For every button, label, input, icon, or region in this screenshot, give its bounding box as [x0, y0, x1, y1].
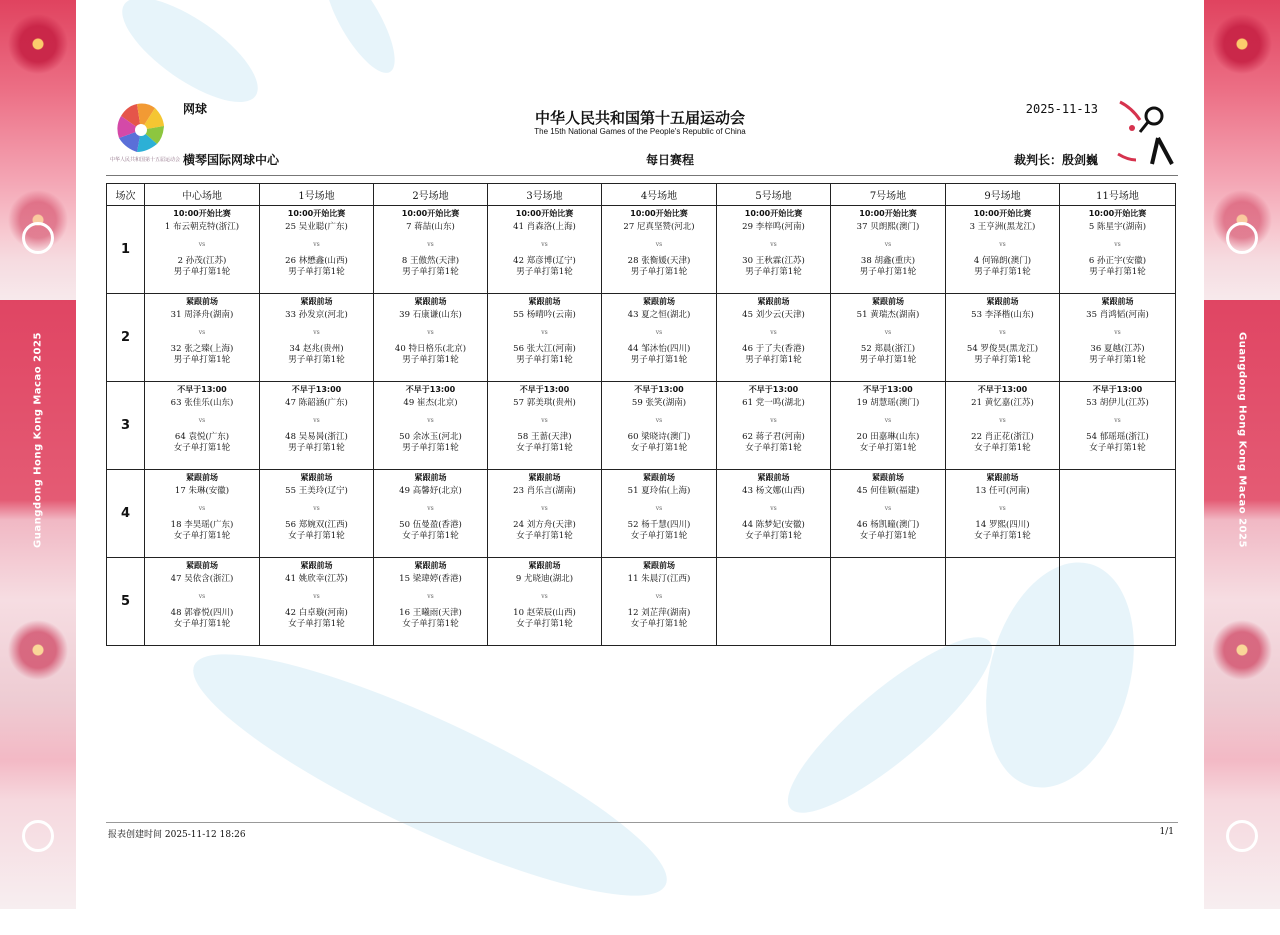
games-badge-icon [1222, 820, 1262, 880]
empty-cell [1060, 558, 1176, 646]
player-two: 64 袁悦(广东) [174, 432, 230, 442]
event-name: 男子单打第1轮 [1089, 267, 1146, 277]
event-name: 男子单打第1轮 [516, 355, 573, 365]
versus-label: vs [655, 329, 663, 336]
match-cell [1060, 206, 1176, 294]
versus-label: vs [1114, 241, 1121, 248]
games-title-cn: 中华人民共和国第十五届运动会 [534, 109, 745, 127]
match-cell [717, 470, 831, 558]
match-cell [602, 558, 717, 646]
column-header-court: 3号场地 [488, 184, 602, 206]
match-start-time: 不早于13:00 [977, 385, 1028, 394]
event-name: 女子单打第1轮 [630, 531, 688, 541]
match-cell [602, 470, 717, 558]
player-one: 49 高馨妤(北京) [399, 486, 462, 496]
games-title-en: The 15th National Games of the People's Republic of China [534, 127, 746, 136]
games-badge-icon [18, 222, 58, 282]
player-one: 47 吴依含(浙江) [170, 574, 234, 584]
match-start-time: 紧跟前场 [414, 297, 447, 306]
player-two: 54 郁瑶瑶(浙江) [1086, 432, 1149, 442]
match-start-time: 不早于13:00 [177, 385, 227, 394]
event-name: 女子单打第1轮 [974, 531, 1031, 541]
player-two: 58 王蔷(天津) [517, 432, 572, 442]
match-start-time: 不早于13:00 [748, 385, 799, 394]
versus-label: vs [541, 241, 548, 248]
player-two: 14 罗熙(四川) [975, 520, 1030, 530]
empty-cell [831, 558, 946, 646]
versus-label: vs [198, 593, 206, 600]
match-start-time: 紧跟前场 [186, 561, 218, 570]
versus-label: vs [884, 417, 892, 424]
event-name: 女子单打第1轮 [173, 443, 231, 453]
match-start-time: 紧跟前场 [757, 297, 790, 306]
event-name: 男子单打第1轮 [859, 267, 917, 277]
match-cell [831, 470, 946, 558]
match-start-time: 紧跟前场 [643, 561, 675, 570]
player-one: 9 尤晓迪(湖北) [515, 574, 574, 584]
empty-cell [1060, 470, 1176, 558]
player-one: 51 夏玲佑(上海) [627, 486, 691, 496]
event-name: 女子单打第1轮 [173, 531, 231, 541]
versus-label: vs [313, 593, 320, 600]
event-name: 男子单打第1轮 [630, 267, 688, 277]
player-two: 32 张之臻(上海) [170, 344, 234, 354]
player-two: 42 白卓璇(河南) [285, 608, 348, 618]
match-cell [1060, 382, 1176, 470]
event-name: 男子单打第1轮 [402, 355, 459, 365]
player-one: 29 李梓鸣(河南) [742, 222, 805, 232]
table-row [107, 558, 1176, 646]
column-header-court: 中心场地 [145, 184, 260, 206]
daily-schedule-table [106, 183, 1176, 646]
versus-label: vs [313, 241, 320, 248]
table-row [107, 206, 1176, 294]
player-one: 49 崔杰(北京) [403, 398, 458, 408]
versus-label: vs [655, 417, 663, 424]
event-name: 女子单打第1轮 [630, 619, 688, 629]
versus-label: vs [1114, 329, 1121, 336]
match-cell [488, 470, 602, 558]
table-row [107, 294, 1176, 382]
event-name: 女子单打第1轮 [516, 531, 573, 541]
match-start-time: 紧跟前场 [186, 297, 218, 306]
event-name: 男子单打第1轮 [745, 355, 802, 365]
versus-label: vs [427, 417, 434, 424]
player-one: 47 陈韶涵(广东) [285, 398, 348, 408]
match-cell [260, 558, 374, 646]
event-name: 男子单打第1轮 [974, 355, 1031, 365]
match-cell [831, 382, 946, 470]
versus-label: vs [427, 593, 434, 600]
footer-divider [106, 822, 1178, 823]
versus-label: vs [1114, 417, 1121, 424]
match-start-time: 紧跟前场 [414, 561, 447, 570]
side-slogan: Guangdong Hong Kong Macao 2025 [32, 332, 44, 548]
match-start-time: 10:00开始比赛 [630, 209, 688, 218]
match-start-time: 不早于13:00 [519, 385, 570, 394]
player-two: 50 伍曼盈(香港) [399, 520, 462, 530]
versus-label: vs [999, 417, 1006, 424]
match-start-time: 紧跟前场 [757, 473, 790, 482]
versus-label: vs [313, 505, 320, 512]
player-one: 27 尼真坚赞(河北) [623, 222, 695, 232]
match-cell [260, 294, 374, 382]
player-two: 24 刘方舟(天津) [513, 520, 576, 530]
games-badge-icon [18, 820, 58, 880]
player-one: 55 杨晴吟(云南) [513, 310, 576, 320]
player-two: 6 孙正宇(安徽) [1088, 256, 1147, 266]
player-one: 41 肖森洛(上海) [513, 222, 576, 232]
round-number: 4 [107, 470, 145, 558]
match-cell [488, 206, 602, 294]
match-start-time: 紧跟前场 [528, 297, 561, 306]
event-name: 男子单打第1轮 [288, 443, 345, 453]
player-two: 34 赵兆(贵州) [289, 344, 344, 354]
player-one: 17 朱琳(安徽) [174, 486, 230, 496]
player-one: 43 夏之恒(湖北) [627, 310, 691, 320]
event-name: 男子单打第1轮 [173, 267, 231, 277]
player-one: 59 张笑(湖南) [631, 398, 687, 408]
match-cell [602, 206, 717, 294]
player-two: 4 何锦朗(澳门) [973, 256, 1032, 266]
versus-label: vs [541, 329, 548, 336]
versus-label: vs [999, 241, 1006, 248]
player-one: 13 任可(河南) [975, 486, 1030, 496]
versus-label: vs [884, 241, 892, 248]
tennis-pictogram-icon [1114, 98, 1178, 170]
player-one: 35 肖鸿韬(河南) [1086, 310, 1149, 320]
round-number: 5 [107, 558, 145, 646]
match-cell [374, 382, 488, 470]
player-one: 39 石康谦(山东) [399, 310, 462, 320]
player-one: 31 周泽舟(湖南) [170, 310, 234, 320]
match-cell [145, 206, 260, 294]
match-start-time: 不早于13:00 [863, 385, 913, 394]
match-start-time: 10:00开始比赛 [287, 209, 346, 218]
match-cell [717, 206, 831, 294]
match-cell [260, 382, 374, 470]
versus-label: vs [198, 329, 206, 336]
match-cell [717, 382, 831, 470]
player-two: 62 蒋子君(河南) [742, 432, 805, 442]
versus-label: vs [770, 329, 777, 336]
column-header-court: 5号场地 [717, 184, 831, 206]
event-name: 女子单打第1轮 [516, 443, 573, 453]
header-divider [106, 175, 1178, 176]
player-two: 8 王傲然(天津) [401, 256, 460, 266]
player-one: 33 孙发京(河北) [285, 310, 348, 320]
event-name: 女子单打第1轮 [630, 443, 688, 453]
event-name: 女子单打第1轮 [402, 531, 459, 541]
player-two: 20 田嘉琳(山东) [856, 432, 920, 442]
column-header-round: 场次 [107, 184, 145, 206]
player-two: 22 肖正花(浙江) [971, 432, 1034, 442]
versus-label: vs [541, 505, 548, 512]
versus-label: vs [427, 329, 434, 336]
event-name: 女子单打第1轮 [745, 531, 802, 541]
versus-label: vs [541, 593, 548, 600]
event-name: 男子单打第1轮 [630, 355, 688, 365]
player-two: 44 邹沐怡(四川) [627, 344, 691, 354]
table-header-row [107, 184, 1176, 206]
versus-label: vs [313, 329, 320, 336]
event-name: 男子单打第1轮 [288, 267, 345, 277]
player-two: 38 胡鑫(重庆) [860, 256, 916, 266]
versus-label: vs [999, 329, 1006, 336]
player-one: 23 肖乐言(湖南) [513, 486, 576, 496]
match-start-time: 紧跟前场 [528, 561, 561, 570]
player-two: 16 王曦雨(天津) [399, 608, 462, 618]
match-start-time: 不早于13:00 [405, 385, 456, 394]
event-name: 男子单打第1轮 [859, 355, 917, 365]
player-one: 1 布云朝克特(浙江) [164, 222, 240, 232]
event-name: 男子单打第1轮 [402, 267, 459, 277]
versus-label: vs [770, 417, 777, 424]
match-cell [374, 558, 488, 646]
player-two: 46 于了夫(香港) [742, 344, 805, 354]
match-cell [946, 294, 1060, 382]
match-cell [260, 470, 374, 558]
player-two: 60 梁晓诗(澳门) [627, 432, 691, 442]
player-one: 53 李泽楷(山东) [971, 310, 1034, 320]
match-start-time: 10:00开始比赛 [401, 209, 460, 218]
right-decorative-strip [1204, 0, 1280, 909]
match-start-time: 紧跟前场 [643, 297, 675, 306]
player-one: 41 姚欣幸(江苏) [285, 574, 348, 584]
match-start-time: 紧跟前场 [986, 297, 1019, 306]
player-two: 50 余冰玉(河北) [399, 432, 462, 442]
watermark-shape [768, 615, 1012, 836]
event-name: 男子单打第1轮 [974, 267, 1031, 277]
flower-icon [8, 620, 68, 680]
player-two: 10 赵荣辰(山西) [513, 608, 576, 618]
player-one: 63 张佳乐(山东) [170, 398, 234, 408]
event-name: 女子单打第1轮 [516, 619, 573, 629]
match-start-time: 紧跟前场 [1101, 297, 1134, 306]
match-cell [145, 558, 260, 646]
page-number: 1/1 [1159, 827, 1174, 837]
player-one: 15 梁瑋婷(香港) [399, 574, 462, 584]
round-number: 1 [107, 206, 145, 294]
event-name: 男子单打第1轮 [1089, 355, 1146, 365]
column-header-court: 7号场地 [831, 184, 946, 206]
event-name: 女子单打第1轮 [859, 531, 917, 541]
player-one: 57 郭美琪(贵州) [513, 398, 576, 408]
player-two: 56 张大江(河南) [513, 344, 576, 354]
venue-name: 横琴国际网球中心 [183, 153, 280, 167]
match-start-time: 紧跟前场 [300, 473, 333, 482]
versus-label: vs [427, 241, 434, 248]
match-cell [374, 470, 488, 558]
flower-icon [8, 14, 68, 74]
player-two: 52 杨千慧(四川) [627, 520, 691, 530]
match-cell [374, 294, 488, 382]
left-decorative-strip [0, 0, 76, 909]
column-header-court: 9号场地 [946, 184, 1060, 206]
player-one: 53 胡伊儿(江苏) [1086, 398, 1149, 408]
match-cell [946, 382, 1060, 470]
player-one: 51 黄瑞杰(湖南) [856, 310, 920, 320]
player-two: 26 林懋鑫(山西) [285, 256, 348, 266]
sport-name: 网球 [183, 102, 208, 116]
versus-label: vs [884, 505, 892, 512]
match-start-time: 紧跟前场 [186, 473, 218, 482]
match-cell [374, 206, 488, 294]
versus-label: vs [655, 241, 663, 248]
match-start-time: 不早于13:00 [291, 385, 342, 394]
player-two: 2 孙茂(江苏) [177, 256, 227, 266]
watermark-shape [171, 615, 689, 934]
games-badge-icon [1222, 222, 1262, 282]
versus-label: vs [313, 417, 320, 424]
event-name: 女子单打第1轮 [974, 443, 1031, 453]
schedule-date: 2025-11-13 [1025, 102, 1098, 116]
player-two: 54 罗俊昊(黑龙江) [966, 344, 1039, 354]
match-start-time: 10:00开始比赛 [515, 209, 574, 218]
player-two: 28 张衡媛(天津) [627, 256, 691, 266]
match-start-time: 10:00开始比赛 [744, 209, 803, 218]
match-start-time: 10:00开始比赛 [973, 209, 1032, 218]
versus-label: vs [198, 417, 206, 424]
match-cell [831, 206, 946, 294]
match-start-time: 紧跟前场 [300, 561, 333, 570]
match-cell [831, 294, 946, 382]
event-name: 女子单打第1轮 [288, 619, 345, 629]
empty-cell [946, 558, 1060, 646]
versus-label: vs [884, 329, 892, 336]
event-name: 男子单打第1轮 [173, 355, 231, 365]
versus-label: vs [198, 505, 206, 512]
event-name: 男子单打第1轮 [402, 443, 459, 453]
versus-label: vs [999, 505, 1006, 512]
side-slogan: Guangdong Hong Kong Macao 2025 [1236, 332, 1248, 548]
player-two: 42 郑彦博(辽宁) [513, 256, 576, 266]
match-start-time: 10:00开始比赛 [173, 209, 231, 218]
versus-label: vs [427, 505, 434, 512]
player-one: 55 王美玲(辽宁) [285, 486, 348, 496]
match-cell [145, 294, 260, 382]
match-cell [488, 294, 602, 382]
match-cell [602, 294, 717, 382]
match-cell [488, 382, 602, 470]
empty-cell [717, 558, 831, 646]
table-row [107, 470, 1176, 558]
player-one: 7 蒋喆(山东) [406, 222, 455, 232]
player-two: 44 陈梦妃(安徽) [742, 520, 805, 530]
event-name: 女子单打第1轮 [173, 619, 231, 629]
event-name: 男子单打第1轮 [745, 267, 802, 277]
flower-icon [1212, 14, 1272, 74]
report-created-time: 报表创建时间 2025-11-12 18:26 [108, 830, 246, 840]
player-two: 36 夏越(江苏) [1090, 344, 1145, 354]
match-start-time: 紧跟前场 [528, 473, 561, 482]
round-number: 2 [107, 294, 145, 382]
player-one: 45 刘少云(天津) [742, 310, 805, 320]
player-two: 12 刘芷萍(湖南) [627, 608, 691, 618]
match-start-time: 紧跟前场 [986, 473, 1019, 482]
document-title: 每日赛程 [645, 153, 694, 167]
player-one: 43 杨文娜(山西) [742, 486, 805, 496]
match-start-time: 10:00开始比赛 [859, 209, 917, 218]
player-one: 61 党一鸣(湖北) [742, 398, 805, 408]
player-one: 19 胡慧瑶(澳门) [856, 398, 920, 408]
player-one: 5 陈星宇(湖南) [1088, 222, 1147, 232]
column-header-court: 4号场地 [602, 184, 717, 206]
player-one: 21 黄忆嘉(江苏) [971, 398, 1034, 408]
event-name: 女子单打第1轮 [745, 443, 802, 453]
player-two: 40 特日格乐(北京) [394, 344, 467, 354]
player-one: 25 吴业聪(广东) [285, 222, 348, 232]
match-cell [145, 382, 260, 470]
match-cell [488, 558, 602, 646]
referee-name: 裁判长：殷剑巍 [1013, 153, 1098, 167]
event-name: 女子单打第1轮 [1089, 443, 1146, 453]
match-cell [145, 470, 260, 558]
player-one: 11 朱晨汀(江西) [627, 574, 691, 584]
match-start-time: 不早于13:00 [634, 385, 684, 394]
player-two: 18 李昊瑶(广东) [170, 520, 234, 530]
event-name: 女子单打第1轮 [859, 443, 917, 453]
match-start-time: 紧跟前场 [414, 473, 447, 482]
match-start-time: 不早于13:00 [1092, 385, 1143, 394]
versus-label: vs [770, 505, 777, 512]
match-start-time: 紧跟前场 [643, 473, 675, 482]
versus-label: vs [198, 241, 206, 248]
column-header-court: 2号场地 [374, 184, 488, 206]
versus-label: vs [770, 241, 777, 248]
event-name: 女子单打第1轮 [288, 531, 345, 541]
player-two: 56 郑婉双(江西) [285, 520, 348, 530]
match-cell [260, 206, 374, 294]
event-name: 女子单打第1轮 [402, 619, 459, 629]
player-two: 46 杨凯曈(澳门) [856, 520, 920, 530]
player-two: 52 郑晨(浙江) [860, 344, 916, 354]
event-name: 男子单打第1轮 [288, 355, 345, 365]
flower-icon [1212, 620, 1272, 680]
player-two: 48 吴易昺(浙江) [285, 432, 348, 442]
player-one: 37 贝朗熙(澳门) [856, 222, 920, 232]
player-two: 30 王秋霖(江苏) [742, 256, 805, 266]
match-start-time: 10:00开始比赛 [1088, 209, 1147, 218]
match-start-time: 紧跟前场 [872, 473, 904, 482]
match-start-time: 紧跟前场 [300, 297, 333, 306]
versus-label: vs [655, 505, 663, 512]
player-two: 48 郭睿悦(四川) [170, 608, 234, 618]
column-header-court: 1号场地 [260, 184, 374, 206]
logo-caption: 中华人民共和国第十五届运动会 [110, 157, 181, 163]
player-one: 3 王亨洲(黑龙江) [969, 222, 1036, 232]
event-name: 男子单打第1轮 [516, 267, 573, 277]
player-one: 45 何佳颖(福建) [856, 486, 920, 496]
match-cell [602, 382, 717, 470]
match-cell [717, 294, 831, 382]
match-cell [946, 470, 1060, 558]
versus-label: vs [655, 593, 663, 600]
match-start-time: 紧跟前场 [872, 297, 904, 306]
versus-label: vs [541, 417, 548, 424]
watermark-shape [313, 0, 408, 82]
table-row [107, 382, 1176, 470]
column-header-court: 11号场地 [1060, 184, 1176, 206]
round-number: 3 [107, 382, 145, 470]
match-cell [1060, 294, 1176, 382]
match-cell [946, 206, 1060, 294]
